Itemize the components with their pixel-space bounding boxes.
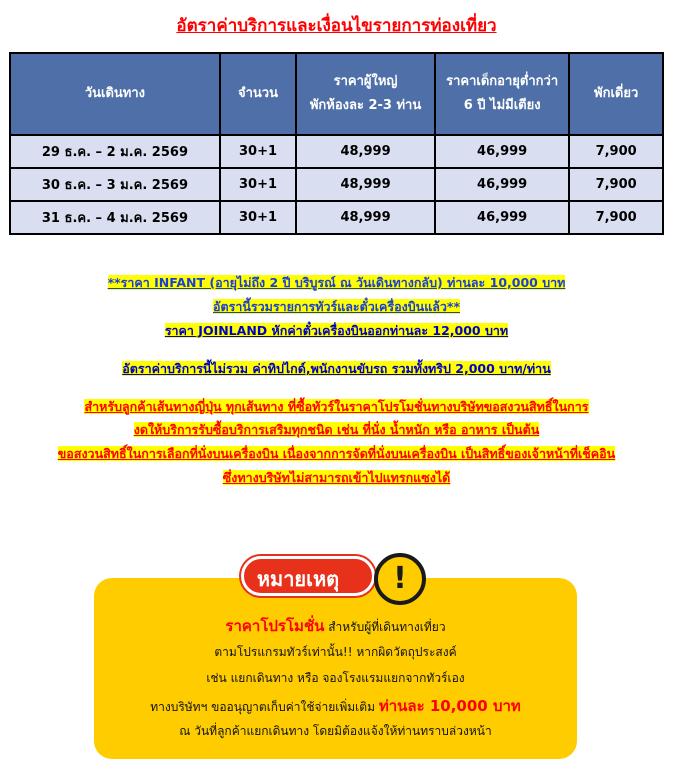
remark-badge: หมายเหตุ bbox=[241, 556, 375, 596]
note-infant: **ราคา INFANT (อายุไม่ถึง 2 ปี บริบูรณ์ ณ วันเดินทางกลับ) ท่านละ 10,000 บาท bbox=[107, 275, 566, 290]
cell-qty: 30+1 bbox=[220, 168, 296, 201]
cell-qty: 30+1 bbox=[220, 135, 296, 168]
cell-child: 46,999 bbox=[435, 135, 569, 168]
note-tip bbox=[0, 358, 673, 380]
remark-line-4: ทางบริษัทฯ ขออนุญาตเก็บค่าใช้จ่ายเพิ่มเติม ท่านละ 10,000 บาท bbox=[150, 697, 521, 715]
remark-line-5: ณ วันที่ลูกค้าแยกเดินทาง โดยมิต้องแจ้งให้ท่านทราบล่วงหน้า bbox=[179, 724, 492, 738]
remark-line-1: ราคาโปรโมชั่น สำหรับผู้ที่เดินทางเที่ยว bbox=[225, 617, 446, 635]
cell-date: 29 ธ.ค. – 2 ม.ค. 2569 bbox=[10, 135, 220, 168]
cell-single: 7,900 bbox=[569, 201, 663, 234]
cell-date: 31 ธ.ค. – 4 ม.ค. 2569 bbox=[10, 201, 220, 234]
cell-child: 46,999 bbox=[435, 201, 569, 234]
table-header-row bbox=[10, 53, 663, 135]
header-adult-line1: ราคาผู้ใหญ่ bbox=[333, 74, 398, 89]
note-tip-rest: ค่าทิปไกด์,พนักงานขับรถ รวมทั้งทริป 2,000 บาท/ท่าน bbox=[247, 361, 551, 376]
remark-fee: ท่านละ 10,000 บาท bbox=[378, 697, 521, 715]
cell-date: 30 ธ.ค. – 3 ม.ค. 2569 bbox=[10, 168, 220, 201]
cell-adult: 48,999 bbox=[296, 201, 435, 234]
header-adult-line2: พักห้องละ 2-3 ท่าน bbox=[309, 98, 422, 113]
cell-single: 7,900 bbox=[569, 135, 663, 168]
header-date: วันเดินทาง bbox=[10, 53, 220, 135]
price-table bbox=[9, 52, 664, 235]
cell-single: 7,900 bbox=[569, 168, 663, 201]
note-tip-prefix: อัตราค่าบริการนี้ไม่รวม bbox=[122, 361, 248, 376]
note-seat-1: ขอสงวนสิทธิ์ในการเลือกที่นั่งบนเครื่องบิน เนื่องจากการจัดที่นั่งบนเครื่องบิน เป็นสิทธิ์ของเจ้าหน้าที่เช็คอิน bbox=[57, 446, 616, 461]
remark-promo-label: ราคาโปรโมชั่น bbox=[225, 617, 325, 635]
note-japan-1: สำหรับลูกค้าเส้นทางญี่ปุ่น ทุกเส้นทาง ที่ซื้อทัวร์ในราคาโปรโมชั่นทางบริษัทขอสงวนสิทธิ์ในการ bbox=[84, 399, 589, 414]
note-included: อัตรานี้รวมรายการทัวร์และตั๋วเครื่องบินแล้ว** bbox=[212, 299, 461, 314]
header-child bbox=[435, 53, 569, 135]
cell-qty: 30+1 bbox=[220, 201, 296, 234]
exclamation-icon: ! bbox=[374, 553, 426, 605]
cell-adult: 48,999 bbox=[296, 168, 435, 201]
header-child-line2: 6 ปี ไม่มีเตียง bbox=[463, 98, 541, 113]
header-child-line1: ราคาเด็กอายุต่ำกว่า bbox=[446, 74, 559, 89]
header-qty: จำนวน bbox=[220, 53, 296, 135]
remark-line-2: ตามโปรแกรมทัวร์เท่านั้น!! หากผิดวัตถุประสงค์ bbox=[214, 645, 457, 659]
table-row bbox=[10, 168, 663, 201]
note-japan-2: งดให้บริการรับซื้อบริการเสริมทุกชนิด เช่น ที่นั่ง น้ำหนัก หรือ อาหาร เป็นต้น bbox=[133, 422, 540, 437]
header-single: พักเดี่ยว bbox=[569, 53, 663, 135]
note-joinland: ราคา JOINLAND หักค่าตั๋วเครื่องบินออกท่านละ 12,000 บาท bbox=[164, 323, 509, 338]
remark-line-3: เช่น แยกเดินทาง หรือ จองโรงแรมแยกจากทัวร์เอง bbox=[206, 671, 465, 685]
cell-adult: 48,999 bbox=[296, 135, 435, 168]
page-title: อัตราค่าบริการและเงื่อนไขรายการท่องเที่ยว bbox=[176, 16, 497, 36]
note-seat-2: ซึ่งทางบริษัทไม่สามารถเข้าไปแทรกแซงได้ bbox=[222, 470, 451, 485]
header-adult bbox=[296, 53, 435, 135]
table-row bbox=[10, 201, 663, 234]
cell-child: 46,999 bbox=[435, 168, 569, 201]
table-row bbox=[10, 135, 663, 168]
